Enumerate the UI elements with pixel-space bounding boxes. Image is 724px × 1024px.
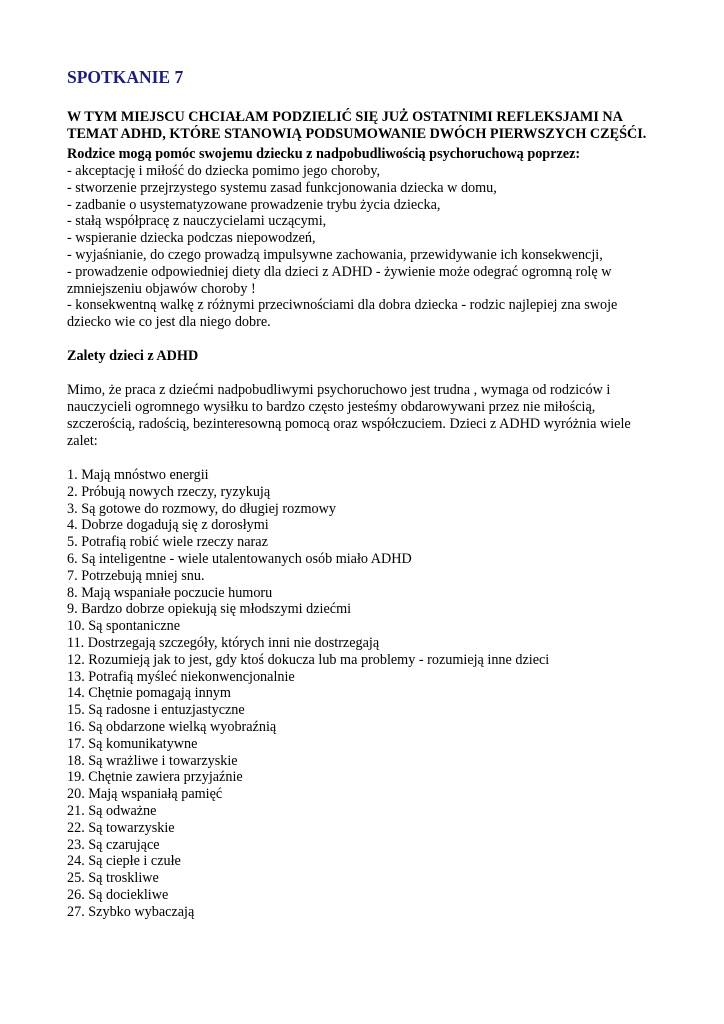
list-item: 19. Chętnie zawiera przyjaźnie <box>67 769 243 786</box>
bullet-list <box>67 163 657 331</box>
list-item: 13. Potrafią myśleć niekonwencjonalnie <box>67 668 295 685</box>
list-item: 27. Szybko wybaczają <box>67 903 195 920</box>
list-item: 24. Są ciepłe i czułe <box>67 853 181 870</box>
list-item: 6. Są inteligentne - wiele utalentowanych osób miało ADHD <box>67 550 412 567</box>
list-item: 11. Dostrzegają szczegóły, których inni nie dostrzegają <box>67 634 380 651</box>
list-item: 10. Są spontaniczne <box>67 618 181 635</box>
list-item: 25. Są troskliwe <box>67 870 159 887</box>
list-item: - prowadzenie odpowiedniej diety dla dzieci z ADHD - żywienie może odegrać ogromną rolę w zmniejszeniu objawów choroby ! <box>67 263 612 297</box>
list-item: 20. Mają wspaniałą pamięć <box>67 786 223 803</box>
list-item: 18. Są wrażliwe i towarzyskie <box>67 752 238 769</box>
list-item: 12. Rozumieją jak to jest, gdy ktoś dokucza lub ma problemy - rozumieją inne dzieci <box>67 651 550 668</box>
list-item: 22. Są towarzyskie <box>67 819 175 836</box>
list-item: 7. Potrzebują mniej snu. <box>67 567 205 584</box>
document-page <box>67 66 657 920</box>
list-item: 17. Są komunikatywne <box>67 735 198 752</box>
list-item: 8. Mają wspaniałe poczucie humoru <box>67 584 273 601</box>
list-item: 14. Chętnie pomagają innym <box>67 685 231 702</box>
list-item: - stałą współpracę z nauczycielami uczącymi, <box>67 213 327 230</box>
list-item: 3. Są gotowe do rozmowy, do długiej rozmowy <box>67 500 336 517</box>
numbered-list <box>67 467 657 921</box>
list-item: 5. Potrafią robić wiele rzeczy naraz <box>67 534 268 551</box>
list-item: - zadbanie o usystematyzowane prowadzenie trybu życia dziecka, <box>67 196 441 213</box>
list-item: - konsekwentną walkę z różnymi przeciwnościami dla dobra dziecka - rodzic najlepiej zna swoje dziecko wie co jest dla niego dobre. <box>67 297 618 331</box>
section-heading: Zalety dzieci z ADHD <box>67 347 199 364</box>
intro-heading: W TYM MIEJSCU CHCIAŁAM PODZIELIĆ SIĘ JUŻ OSTATNIMI REFLEKSJAMI NA TEMAT ADHD, KTÓRE STANOWIĄ PODSUMOWANIE DWÓCH PIERWSZYCH CZĘŚĆI. <box>67 109 647 142</box>
list-item: - stworzenie przejrzystego systemu zasad funkcjonowania dziecka w domu, <box>67 179 497 196</box>
list-item: 15. Są radosne i entuzjastyczne <box>67 702 245 719</box>
list-item: 1. Mają mnóstwo energii <box>67 466 209 483</box>
lead-sentence: Rodzice mogą pomóc swojemu dziecku z nadpobudliwością psychoruchową poprzez: <box>67 146 581 162</box>
list-item: 21. Są odważne <box>67 802 157 819</box>
list-item: - akceptację i miłość do dziecka pomimo jego choroby, <box>67 163 381 179</box>
list-item: 2. Próbują nowych rzeczy, ryzykują <box>67 483 271 500</box>
page-title: SPOTKANIE 7 <box>67 67 184 87</box>
list-item: - wyjaśnianie, do czego prowadzą impulsywne zachowania, przewidywanie ich konsekwencji, <box>67 246 603 263</box>
list-item: 4. Dobrze dogadują się z dorosłymi <box>67 517 269 534</box>
body-paragraph: Mimo, że praca z dziećmi nadpobudliwymi psychoruchowo jest trudna , wymaga od rodziców i nauczycieli ogromnego wysiłku to bardzo często jesteśmy obdarowywani przez nie miłością, szczerością, radością, bezinteresowną pomocą oraz współczuciem. Dzieci z ADHD wyróżnia wiele zalet: <box>67 381 631 449</box>
list-item: 16. Są obdarzone wielką wyobraźnią <box>67 718 277 735</box>
list-item: - wspieranie dziecka podczas niepowodzeń, <box>67 230 316 247</box>
list-item: 9. Bardzo dobrze opiekują się młodszymi dziećmi <box>67 601 352 618</box>
list-item: 23. Są czarujące <box>67 836 160 853</box>
list-item: 26. Są dociekliwe <box>67 886 169 903</box>
